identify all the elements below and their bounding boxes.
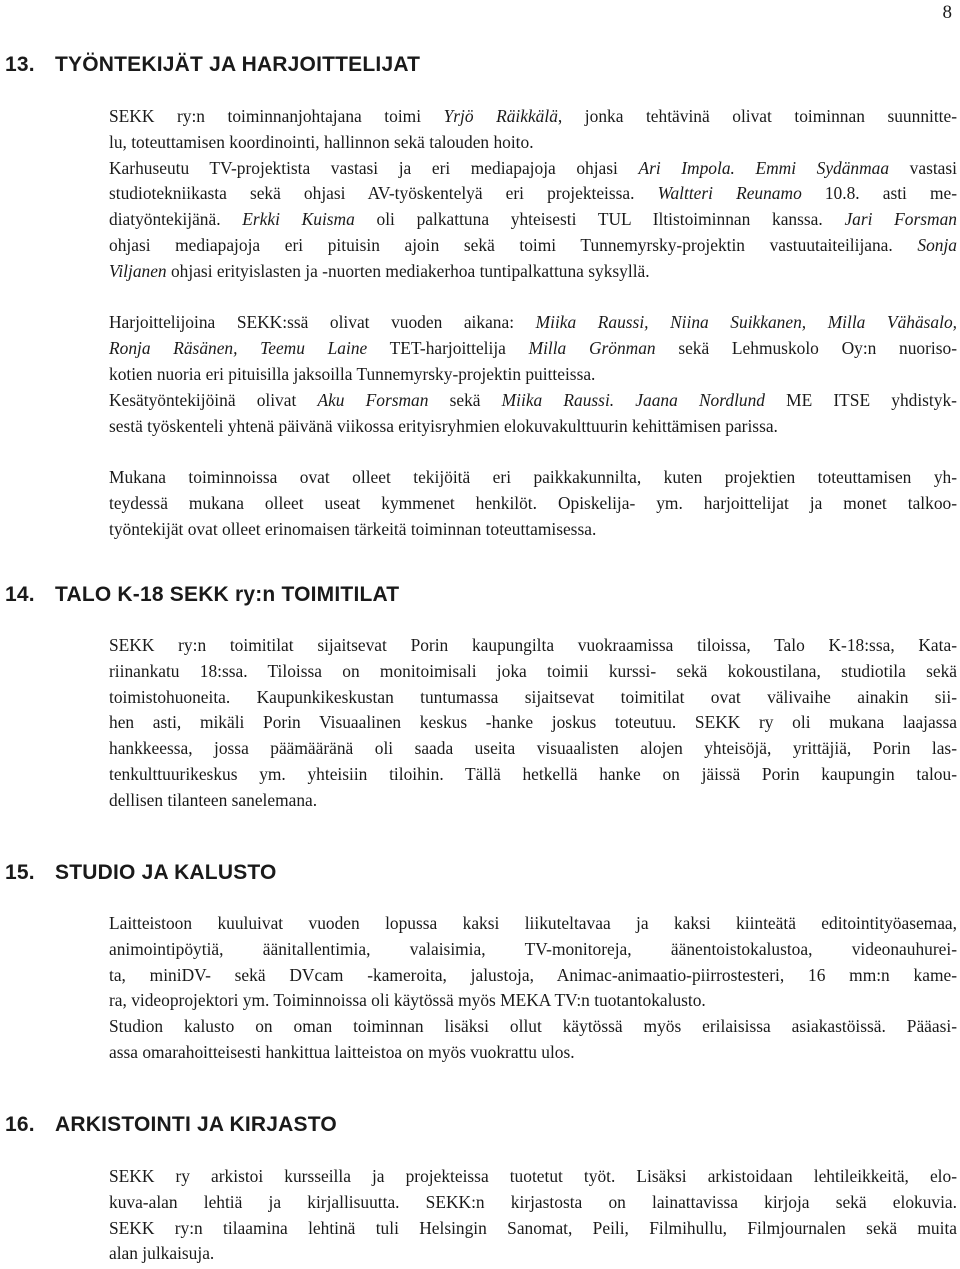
text-run: kotien nuoria eri pituisilla jaksoilla Tunnemyrsky-projektin puitteissa.	[109, 363, 596, 384]
text-line	[109, 181, 957, 207]
text-run: Mukana toiminnoissa ovat olleet tekijöitä eri paikkakunnilta, kuten projektien toteuttamisen yh-	[109, 467, 957, 488]
text-run: toimistohuoneita. Kaupunkikeskustan tuntumassa sijaitsevat toimitilat ovat välivaihe ainakin sii-	[109, 686, 957, 707]
text-run: riinankatu 18:ssa. Tiloissa on monitoimisali joka toimii kurssi- sekä kokoustilana, studiotila sekä	[109, 660, 957, 681]
text-run: teydessä mukana olleet useat kymmenet henkilöt. Opiskelija- ym. harjoittelijat ja monet talkoo-	[109, 492, 957, 513]
section-title: TYÖNTEKIJÄT JA HARJOITTELIJAT	[55, 53, 421, 76]
text-line	[109, 988, 957, 1014]
italic-name: Jari Forsman	[844, 209, 957, 230]
text-run: Studion kalusto on oman toiminnan lisäksi ollut käytössä myös erilaisissa asiakastöissä. Pääasi-	[109, 1016, 957, 1037]
italic-name: Aku Forsman	[317, 389, 429, 410]
text-run: Kesätyöntekijöinä olivat	[109, 389, 318, 410]
text-run: vastasi	[889, 157, 957, 178]
italic-name: Viljanen	[109, 260, 167, 281]
text-line	[109, 285, 957, 311]
text-run: 10.8. asti me-	[801, 183, 957, 204]
text-run: sestä työskenteli yhtenä päivänä viikossa erityisryhmien elokuvakulttuurin kehittämisen parissa.	[109, 415, 778, 436]
text-line	[109, 659, 957, 685]
text-line	[109, 736, 957, 762]
text-line	[109, 1190, 957, 1216]
text-line	[109, 633, 957, 659]
text-line	[109, 1241, 957, 1267]
text-line	[109, 1216, 957, 1242]
page-number: 8	[942, 2, 952, 23]
section-13-body	[109, 104, 957, 543]
text-line	[109, 388, 957, 414]
section-15-body	[109, 911, 957, 1066]
section-title: ARKISTOINTI JA KIRJASTO	[55, 1113, 337, 1136]
text-line	[109, 156, 957, 182]
section-16-body	[109, 1164, 957, 1267]
text-run: , jonka tehtävinä olivat toiminnan suunnitte-	[557, 106, 958, 126]
text-line	[109, 207, 957, 233]
italic-name: Ronja Räsänen, Teemu Laine	[109, 338, 368, 359]
text-line	[109, 439, 957, 465]
italic-name: Waltteri Reunamo	[657, 183, 802, 204]
text-run: studiotekniikasta sekä ohjasi AV-työskentelyä eri projekteissa.	[109, 183, 658, 204]
section-14-body	[109, 633, 957, 814]
section-number: 15.	[5, 861, 35, 884]
italic-name: Miika Raussi.	[501, 389, 615, 410]
text-run: Laitteistoon kuuluivat vuoden lopussa kaksi liikuteltavaa ja kaksi kiinteätä editointityöasemaa,	[109, 913, 957, 933]
text-line	[109, 788, 957, 814]
text-run: lu, toteuttamisen koordinointi, hallinnon sekä talouden hoito.	[109, 131, 534, 152]
text-run: assa omarahoitteisesti hankittua laitteistoa on myös vuokrattu ulos.	[109, 1041, 575, 1062]
italic-name: Ari Impola.	[638, 157, 735, 178]
text-line	[109, 259, 957, 285]
italic-name: Erkki Kuisma	[242, 209, 355, 230]
text-run: hen asti, mikäli Porin Visuaalinen keskus -hanke joskus toteutuu. SEKK ry oli mukana laajassa	[109, 712, 957, 733]
text-run: tenkulttuurikeskus ym. yhteisiin tiloihin. Tällä hetkellä hanke on jäissä Porin kaupungin talou-	[109, 763, 957, 784]
italic-name: Emmi Sydänmaa	[755, 157, 890, 178]
section-title: STUDIO JA KALUSTO	[55, 861, 277, 884]
section-title: TALO K-18 SEKK ry:n TOIMITILAT	[55, 583, 400, 606]
text-line	[109, 1164, 957, 1190]
text-run: työntekijät ovat olleet erinomaisen tärkeitä toiminnan toteuttamisessa.	[109, 518, 597, 539]
text-line	[109, 963, 957, 989]
text-line	[109, 310, 957, 336]
text-line	[109, 233, 957, 259]
section-number: 14.	[5, 583, 35, 606]
text-run: Karhuseutu TV-projektista vastasi ja eri mediapajoja ohjasi	[109, 157, 639, 178]
italic-name: Miika Raussi, Niina Suikkanen, Milla Vähäsalo,	[535, 312, 957, 333]
text-line	[109, 491, 957, 517]
text-run: ohjasi erityislasten ja -nuorten mediakerhoa tuntipalkattuna syksyllä.	[166, 260, 650, 281]
text-line	[109, 1040, 957, 1066]
italic-name: Jaana Nordlund	[635, 389, 765, 410]
section-number: 13.	[5, 53, 35, 76]
italic-name: Milla Grönman	[528, 338, 656, 359]
text-run: animointipöytiä, äänitallentimia, valaisimia, TV-monitoreja, äänentoistokalustoa, videonauhurei-	[109, 938, 957, 959]
text-line	[109, 710, 957, 736]
text-line	[109, 1014, 957, 1040]
text-run: hankkeessa, jossa päämääränä oli saada useita visuaalisten alojen yhteisöjä, yrittäjiä, Porin las-	[109, 738, 957, 759]
text-line	[109, 336, 957, 362]
text-run: Harjoittelijoina SEKK:ssä olivat vuoden aikana:	[109, 312, 536, 333]
section-14-heading	[5, 583, 399, 607]
text-line	[109, 362, 957, 388]
text-run: ra, videoprojektori ym. Toiminnoissa oli käytössä myös MEKA TV:n tuotantokalusto.	[109, 990, 706, 1011]
text-run	[614, 390, 635, 410]
section-13-heading	[5, 53, 420, 77]
text-line	[109, 130, 957, 156]
text-line	[109, 414, 957, 440]
text-run: sekä	[428, 389, 502, 410]
text-run: SEKK ry:n toiminnanjohtajana toimi	[109, 106, 444, 126]
text-run: SEKK ry:n toimitilat sijaitsevat Porin kaupungilta vuokraamissa tiloissa, Talo K-18:ssa, Kata-	[109, 635, 957, 655]
text-line	[109, 685, 957, 711]
section-15-heading	[5, 861, 277, 885]
text-run: TET-harjoittelija	[367, 338, 529, 359]
text-run: diatyöntekijänä.	[109, 209, 243, 230]
section-16-heading	[5, 1113, 337, 1137]
text-run: alan julkaisuja.	[109, 1243, 215, 1264]
text-line	[109, 104, 957, 130]
italic-name: Yrjö Räikkälä	[443, 106, 558, 126]
text-run: ME ITSE yhdistyk-	[764, 389, 957, 410]
text-line	[109, 465, 957, 491]
text-run: ta, miniDV- sekä DVcam -kameroita, jalustoja, Animac-animaatio-piirrostesteri, 16 mm:n kame-	[109, 964, 957, 985]
text-run: SEKK ry arkistoi kursseilla ja projekteissa tuotetut työt. Lisäksi arkistoidaan lehtileikkeitä, elo-	[109, 1166, 957, 1186]
text-run	[735, 158, 756, 178]
italic-name: Sonja	[917, 234, 957, 255]
text-run: ohjasi mediapajoja eri pituisin ajoin sekä toimi Tunnemyrsky-projektin vastuutaiteilijana.	[109, 234, 918, 255]
text-run: sekä Lehmuskolo Oy:n nuoriso-	[655, 338, 958, 359]
text-line	[109, 937, 957, 963]
text-run: kuva-alan lehtiä ja kirjallisuutta. SEKK:n kirjastosta on lainattavissa kirjoja sekä elokuvia.	[109, 1191, 957, 1212]
text-run: oli palkattuna yhteisesti TUL Iltistoiminnan kanssa.	[354, 209, 845, 230]
section-number: 16.	[5, 1113, 35, 1136]
text-line	[109, 911, 957, 937]
text-line	[109, 517, 957, 543]
text-run: dellisen tilanteen sanelemana.	[109, 789, 318, 810]
text-line	[109, 762, 957, 788]
text-run: SEKK ry:n tilaamina lehtinä tuli Helsingin Sanomat, Peili, Filmihullu, Filmjournalen sekä muita	[109, 1217, 957, 1238]
